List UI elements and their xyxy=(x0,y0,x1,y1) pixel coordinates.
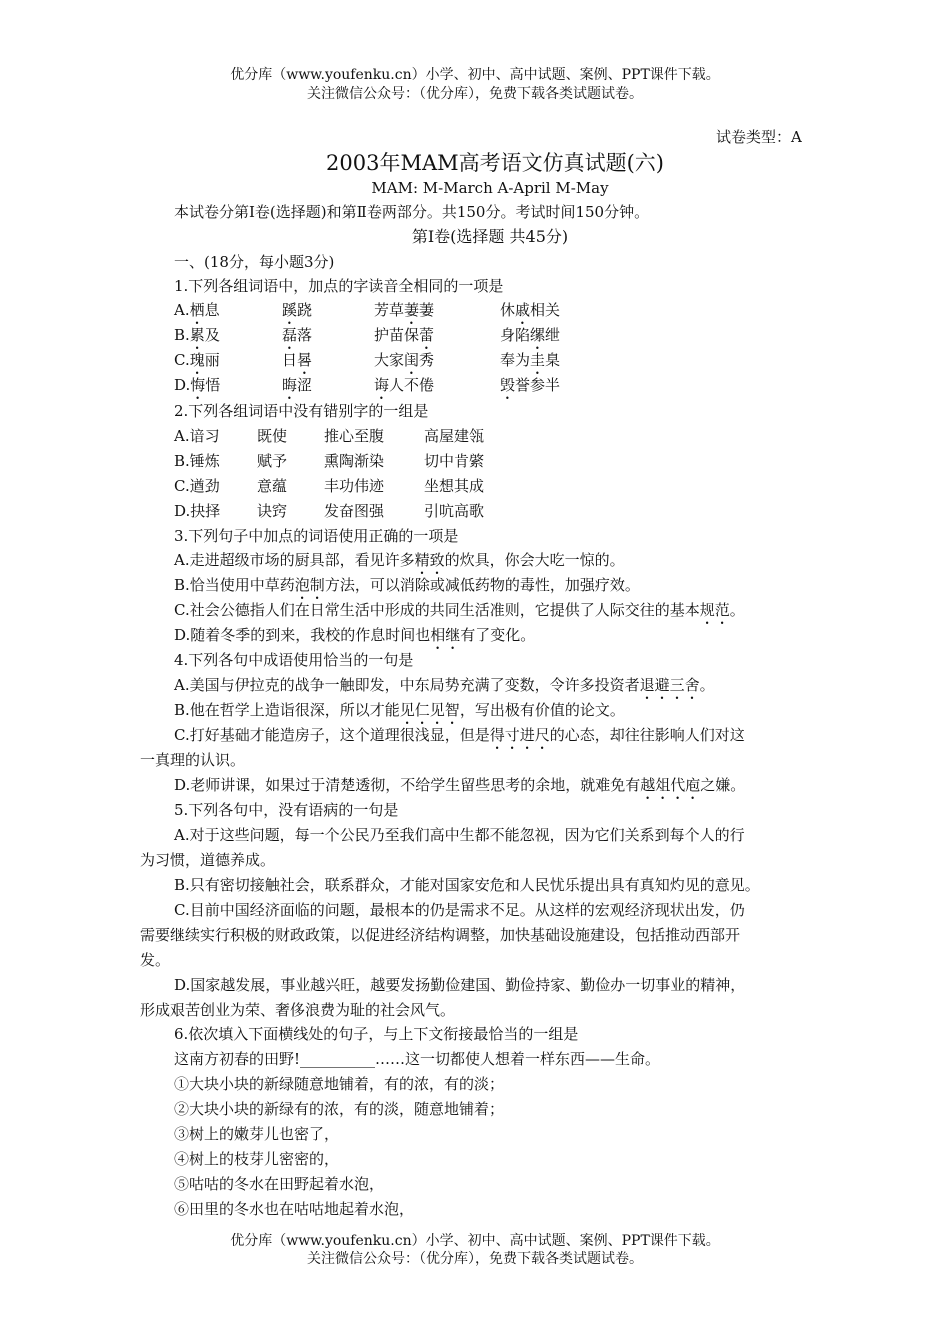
q2-option-c: C.遒劲 xyxy=(174,477,220,495)
q6-item-5: ⑤咕咕的冬水在田野起着水泡， xyxy=(174,1175,385,1193)
q2-option-d-word-3: 发奋图强 xyxy=(324,502,385,520)
question-2-stem: 2.下列各组词语中没有错别字的一组是 xyxy=(174,402,429,420)
q5-option-c-continued-1: 需要继续实行积极的财政政策，以促进经济结构调整，加快基础设施建设，包括推动西部开 xyxy=(140,926,741,944)
q2-option-c-word-3: 丰功伟迹 xyxy=(324,477,385,495)
part-heading: 一、(18分，每小题3分) xyxy=(174,253,335,271)
q3-option-c: C.社会公德指人们在日常生活中形成的共同生活准则，它提供了人际交往的基本规范。 xyxy=(174,601,745,619)
q1-option-d-word-3: 诲人不倦 xyxy=(374,376,435,394)
header-line-2: 关注微信公众号：（优分库），免费下载各类试题试卷。 xyxy=(307,86,643,102)
q1-option-d-word-2: 晦涩 xyxy=(282,376,313,394)
question-5-stem: 5.下列各句中，没有语病的一句是 xyxy=(174,801,399,819)
q1-option-a-word-2: 蹊跷 xyxy=(282,301,313,319)
q2-option-d-word-4: 引吭高歌 xyxy=(424,502,485,520)
paper-type: 试卷类型：A xyxy=(716,128,802,146)
question-4-stem: 4.下列各句中成语使用恰当的一句是 xyxy=(174,651,414,669)
q6-item-3: ③树上的嫩芽儿也密了， xyxy=(174,1125,340,1143)
q5-option-d-continued: 形成艰苦创业为荣、奢侈浪费为耻的社会风气。 xyxy=(140,1001,456,1019)
q1-option-c-word-4: 奉为圭臬 xyxy=(500,351,561,369)
q6-item-1: ①大块小块的新绿随意地铺着，有的浓，有的淡； xyxy=(174,1075,505,1093)
q2-option-b-word-4: 切中肯綮 xyxy=(424,452,485,470)
q1-option-a-word-4: 休戚相关 xyxy=(500,301,561,319)
question-1-stem: 1.下列各组词语中，加点的字读音全相同的一项是 xyxy=(174,277,504,295)
q5-option-a-continued: 为习惯，道德养成。 xyxy=(140,851,276,869)
q1-option-a-word-3: 芳草萋萋 xyxy=(374,301,435,319)
question-6-stem: 6.依次填入下面横线处的句子，与上下文衔接最恰当的一组是 xyxy=(174,1025,579,1043)
q4-option-c-continued: 一真理的认识。 xyxy=(140,751,246,769)
q4-option-a: A.美国与伊拉克的战争一触即发，中东局势充满了变数，令许多投资者退避三舍。 xyxy=(174,676,715,694)
q3-option-b: B.恰当使用中草药泡制方法，可以消除或减低药物的毒性，加强疗效。 xyxy=(174,576,640,594)
q2-option-a-word-4: 高屋建瓴 xyxy=(424,427,485,445)
q4-option-c: C.打好基础才能造房子，这个道理很浅显，但是得寸进尺的心态，却往往影响人们对这 xyxy=(174,726,745,744)
q6-item-4: ④树上的枝芽儿密密的， xyxy=(174,1150,340,1168)
q1-option-a: A.栖息 xyxy=(174,301,220,319)
footer-line-2: 关注微信公众号：（优分库），免费下载各类试题试卷。 xyxy=(307,1251,643,1267)
q2-option-d: D.抉择 xyxy=(174,502,221,520)
q2-option-a-word-2: 既使 xyxy=(257,427,288,445)
q5-option-c-continued-2: 发。 xyxy=(140,951,171,969)
q1-option-c-word-2: 日晷 xyxy=(282,351,313,369)
subtitle: MAM: M-March A-April M-May xyxy=(371,179,609,197)
q1-option-b: B.累及 xyxy=(174,326,220,344)
q6-passage: 这南方初春的田野!__________……这一切都使人想着一样东西——生命。 xyxy=(174,1050,661,1068)
q4-option-b: B.他在哲学上造诣很深，所以才能见仁见智，写出极有价值的论文。 xyxy=(174,701,625,719)
q2-option-b: B.锤炼 xyxy=(174,452,220,470)
question-3-stem: 3.下列句子中加点的词语使用正确的一项是 xyxy=(174,527,459,545)
q1-option-d-word-4: 毁誉参半 xyxy=(500,376,561,394)
q6-item-6: ⑥田里的冬水也在咕咕地起着水泡， xyxy=(174,1200,415,1218)
footer-line-1: 优分库（www.youfenku.cn）小学、初中、高中试题、案例、PPT课件下载。 xyxy=(230,1233,720,1249)
q2-option-c-word-4: 坐想其成 xyxy=(424,477,485,495)
q6-item-2: ②大块小块的新绿有的浓，有的淡，随意地铺着； xyxy=(174,1100,505,1118)
q3-option-a: A.走进超级市场的厨具部，看见许多精致的炊具，你会大吃一惊的。 xyxy=(174,551,625,569)
intro: 本试卷分第Ⅰ卷(选择题)和第Ⅱ卷两部分。共150分。考试时间150分钟。 xyxy=(174,203,650,221)
q2-option-b-word-3: 熏陶渐染 xyxy=(324,452,385,470)
q1-option-b-word-4: 身陷缧绁 xyxy=(500,326,561,344)
q5-option-a: A.对于这些问题，每一个公民乃至我们高中生都不能忽视，因为它们关系到每个人的行 xyxy=(174,826,745,844)
section-heading: 第Ⅰ卷(选择题 共45分) xyxy=(411,227,569,246)
q5-option-c: C.目前中国经济面临的问题，最根本的仍是需求不足。从这样的宏观经济现状出发，仍 xyxy=(174,901,745,919)
q5-option-d: D.国家越发展，事业越兴旺，越要发扬勤俭建国、勤俭持家、勤俭办一切事业的精神， xyxy=(174,976,746,994)
page-title: 2003年MAM高考语文仿真试题(六) xyxy=(326,151,664,175)
q1-option-b-word-3: 护苗保蕾 xyxy=(374,326,435,344)
q4-option-d: D.老师讲课，如果过于清楚透彻，不给学生留些思考的余地，就难免有越俎代庖之嫌。 xyxy=(174,776,746,794)
q1-option-b-word-2: 磊落 xyxy=(282,326,313,344)
q2-option-a-word-3: 推心至腹 xyxy=(324,427,385,445)
q2-option-b-word-2: 赋予 xyxy=(257,452,288,470)
q1-option-c: C.瑰丽 xyxy=(174,351,220,369)
q2-option-c-word-2: 意蕴 xyxy=(257,477,288,495)
q2-option-a: A.谙习 xyxy=(174,427,220,445)
q2-option-d-word-2: 诀窍 xyxy=(257,502,288,520)
q1-option-d: D.悔悟 xyxy=(174,376,221,394)
q5-option-b: B.只有密切接触社会，联系群众，才能对国家安危和人民忧乐提出具有真知灼见的意见。 xyxy=(174,876,760,894)
q1-option-c-word-3: 大家闺秀 xyxy=(374,351,435,369)
q3-option-d: D.随着冬季的到来，我校的作息时间也相继有了变化。 xyxy=(174,626,536,644)
header-line-1: 优分库（www.youfenku.cn）小学、初中、高中试题、案例、PPT课件下载。 xyxy=(230,67,720,83)
